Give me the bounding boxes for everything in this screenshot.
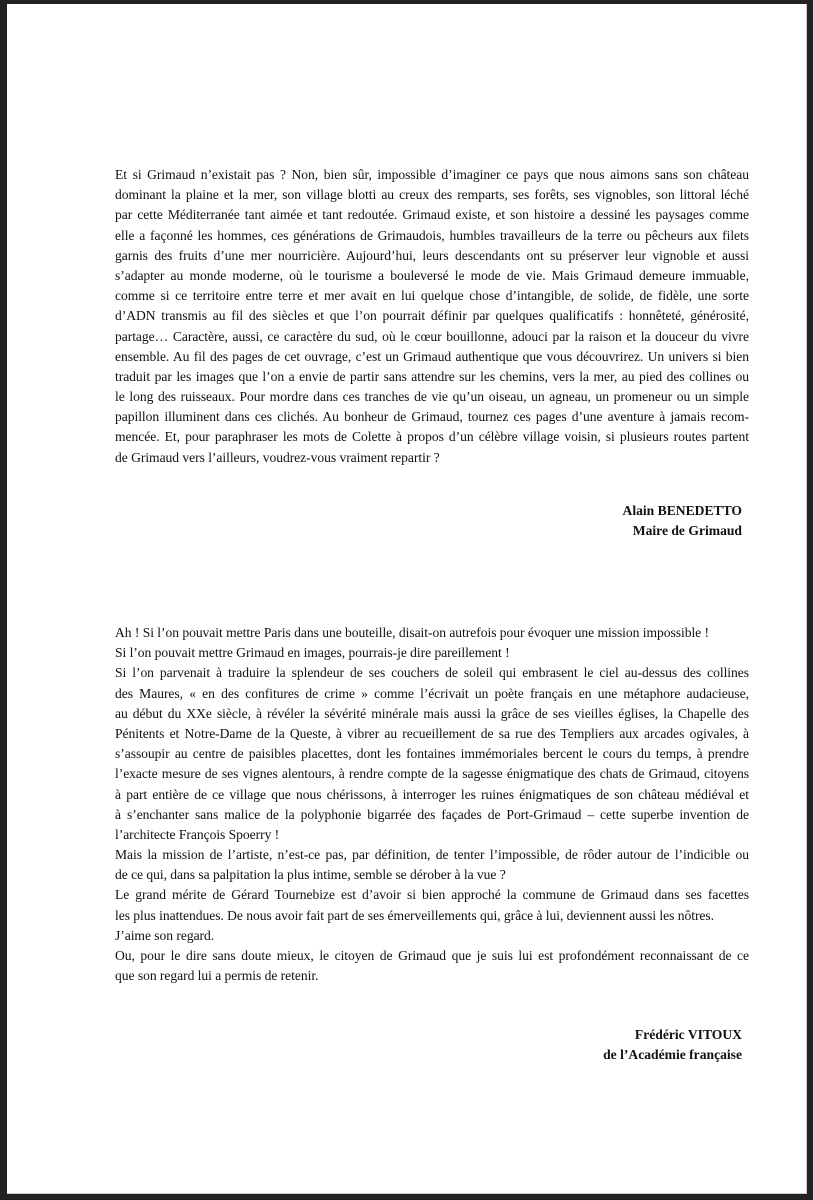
text-line: partage… Caractère, aussi, ce caractère du sud, où le cœur bouillonne, adouci par la raison et la douceur du vivre [115,328,749,344]
text-line: J’aime son regard. [115,927,215,943]
signature-name: Alain BENEDETTO [622,503,742,518]
text-line: à part entière de ce village que nous chérissons, à interroger les ruines énigmatiques de son château médiéval et [115,786,749,802]
academician-signature [603,1025,742,1065]
text-line: ensemble. Au fil des pages de cet ouvrage, c’est un Grimaud authentique que vous découvrirez. Un univers si bien [115,348,749,364]
text-line: garnis des fruits d’une mer nourricière. Aujourd’hui, leurs descendants ont su préserver leur vignoble et aussi [115,247,749,263]
text-line: mencée. Et, pour paraphraser les mots de Colette à propos d’un célèbre village voisin, si plusieurs routes partent [115,429,749,445]
paragraph [115,845,749,885]
paragraph [115,165,749,468]
mayor-preface-text [115,165,749,468]
signature-title: Maire de Grimaud [632,523,742,538]
paragraph [115,623,749,643]
text-line: le long des ruisseaux. Pour mordre dans ces tranches de vie qu’un oiseau, un agneau, un promeneur ou un simple [115,389,749,405]
text-line: par cette Méditerranée tant aimée et tant redoutée. Grimaud existe, et son histoire a dessiné les paysages comme [115,207,749,223]
text-line: elle a façonné les hommes, ces générations de Grimaudois, humbles travailleurs de la terre ou pêcheurs aux filets [115,227,749,243]
text-line: Si l’on pouvait mettre Grimaud en images, pourrais-je dire pareillement ! [115,645,510,661]
text-line: Pénitents et Notre-Dame de la Queste, à vibrer au recueillement de sa rue des Templiers aux arcades ogivales, à [115,725,749,741]
document-page [7,4,807,1194]
text-line: des Maures, « en des confitures de crime » comme l’écrivait un poète français en une métaphore audacieuse, [115,685,749,701]
text-line: papillon illuminent dans ces clichés. Au bonheur de Grimaud, tournez ces pages d’une aventure à jamais recom- [115,409,749,425]
text-line: de ce qui, dans sa palpitation la plus intime, semble se dérober à la vue ? [115,867,506,883]
paragraph [115,663,749,845]
text-line: au début du XXe siècle, à révéler la sévérité minérale mais aussi la grâce de ses vieilles églises, la Chapelle des [115,705,749,721]
paragraph [115,643,749,663]
text-line: de Grimaud vers l’ailleurs, voudrez-vous vraiment repartir ? [115,449,440,465]
text-line: s’adapter au monde moderne, où le tourisme a bouleversé le mode de vie. Mais Grimaud demeure immuable, [115,267,749,283]
text-line: Ou, pour le dire sans doute mieux, le citoyen de Grimaud que je suis lui est profondément reconnaissant de ce [115,948,749,963]
text-line: l’exacte mesure de ses vignes alentours, à rendre compte de la sagesse énigmatique des chats de Grimaud, citoyens [115,766,749,782]
text-line: Ah ! Si l’on pouvait mettre Paris dans une bouteille, disait-on autrefois pour évoquer une mission impossible ! [115,625,709,640]
paragraph [115,885,749,925]
text-line: Et si Grimaud n’existait pas ? Non, bien sûr, impossible d’imaginer ce pays que nous aimons sans son château [115,167,749,182]
text-line: à s’enchanter sans malice de la polyphonie bigarrée des façades de Port-Grimaud – cette superbe invention de [115,806,749,822]
signature-name: Frédéric VITOUX [634,1027,742,1042]
signature-title: de l’Académie française [603,1047,742,1062]
mayor-signature [623,501,743,541]
text-line: s’assoupir au centre de paisibles placettes, dont les fontaines immémoriales bercent le cours du temps, à prendre [115,746,749,762]
text-line: Le grand mérite de Gérard Tournebize est d’avoir si bien approché la commune de Grimaud dans ses facettes [115,887,749,903]
paragraph [115,926,749,946]
text-line: dominant la plaine et la mer, son village blotti au creux des remparts, ses forêts, ses vignobles, son littoral léché [115,187,749,203]
text-line: comme si ce territoire entre terre et mer avait en lui quelque chose d’intangible, de solide, de fidèle, une sorte [115,288,749,304]
text-line: Mais la mission de l’artiste, n’est-ce pas, par définition, de tenter l’impossible, de rôder autour de l’indicible ou [115,847,749,863]
text-line: traduit par les images que l’on a envie de partir sans attendre sur les chemins, vers la mer, au pied des collines ou [115,368,749,384]
text-line: l’architecte François Spoerry ! [115,826,280,842]
text-line: les plus inattendues. De nous avoir fait part de ses émerveillements qui, grâce à lui, deviennent aussi les nôtres. [115,907,715,923]
text-line: Si l’on parvenait à traduire la splendeur de ses couchers de soleil qui embrasent le ciel au-dessus des collines [115,665,749,681]
text-line: d’ADN transmis au fil des siècles et que l’on pourrait définir par quelques qualificatifs : honnêteté, générosité, [115,308,749,324]
paragraph [115,946,749,986]
academician-preface-text [115,623,749,986]
text-line: que son regard lui a permis de retenir. [115,968,319,984]
